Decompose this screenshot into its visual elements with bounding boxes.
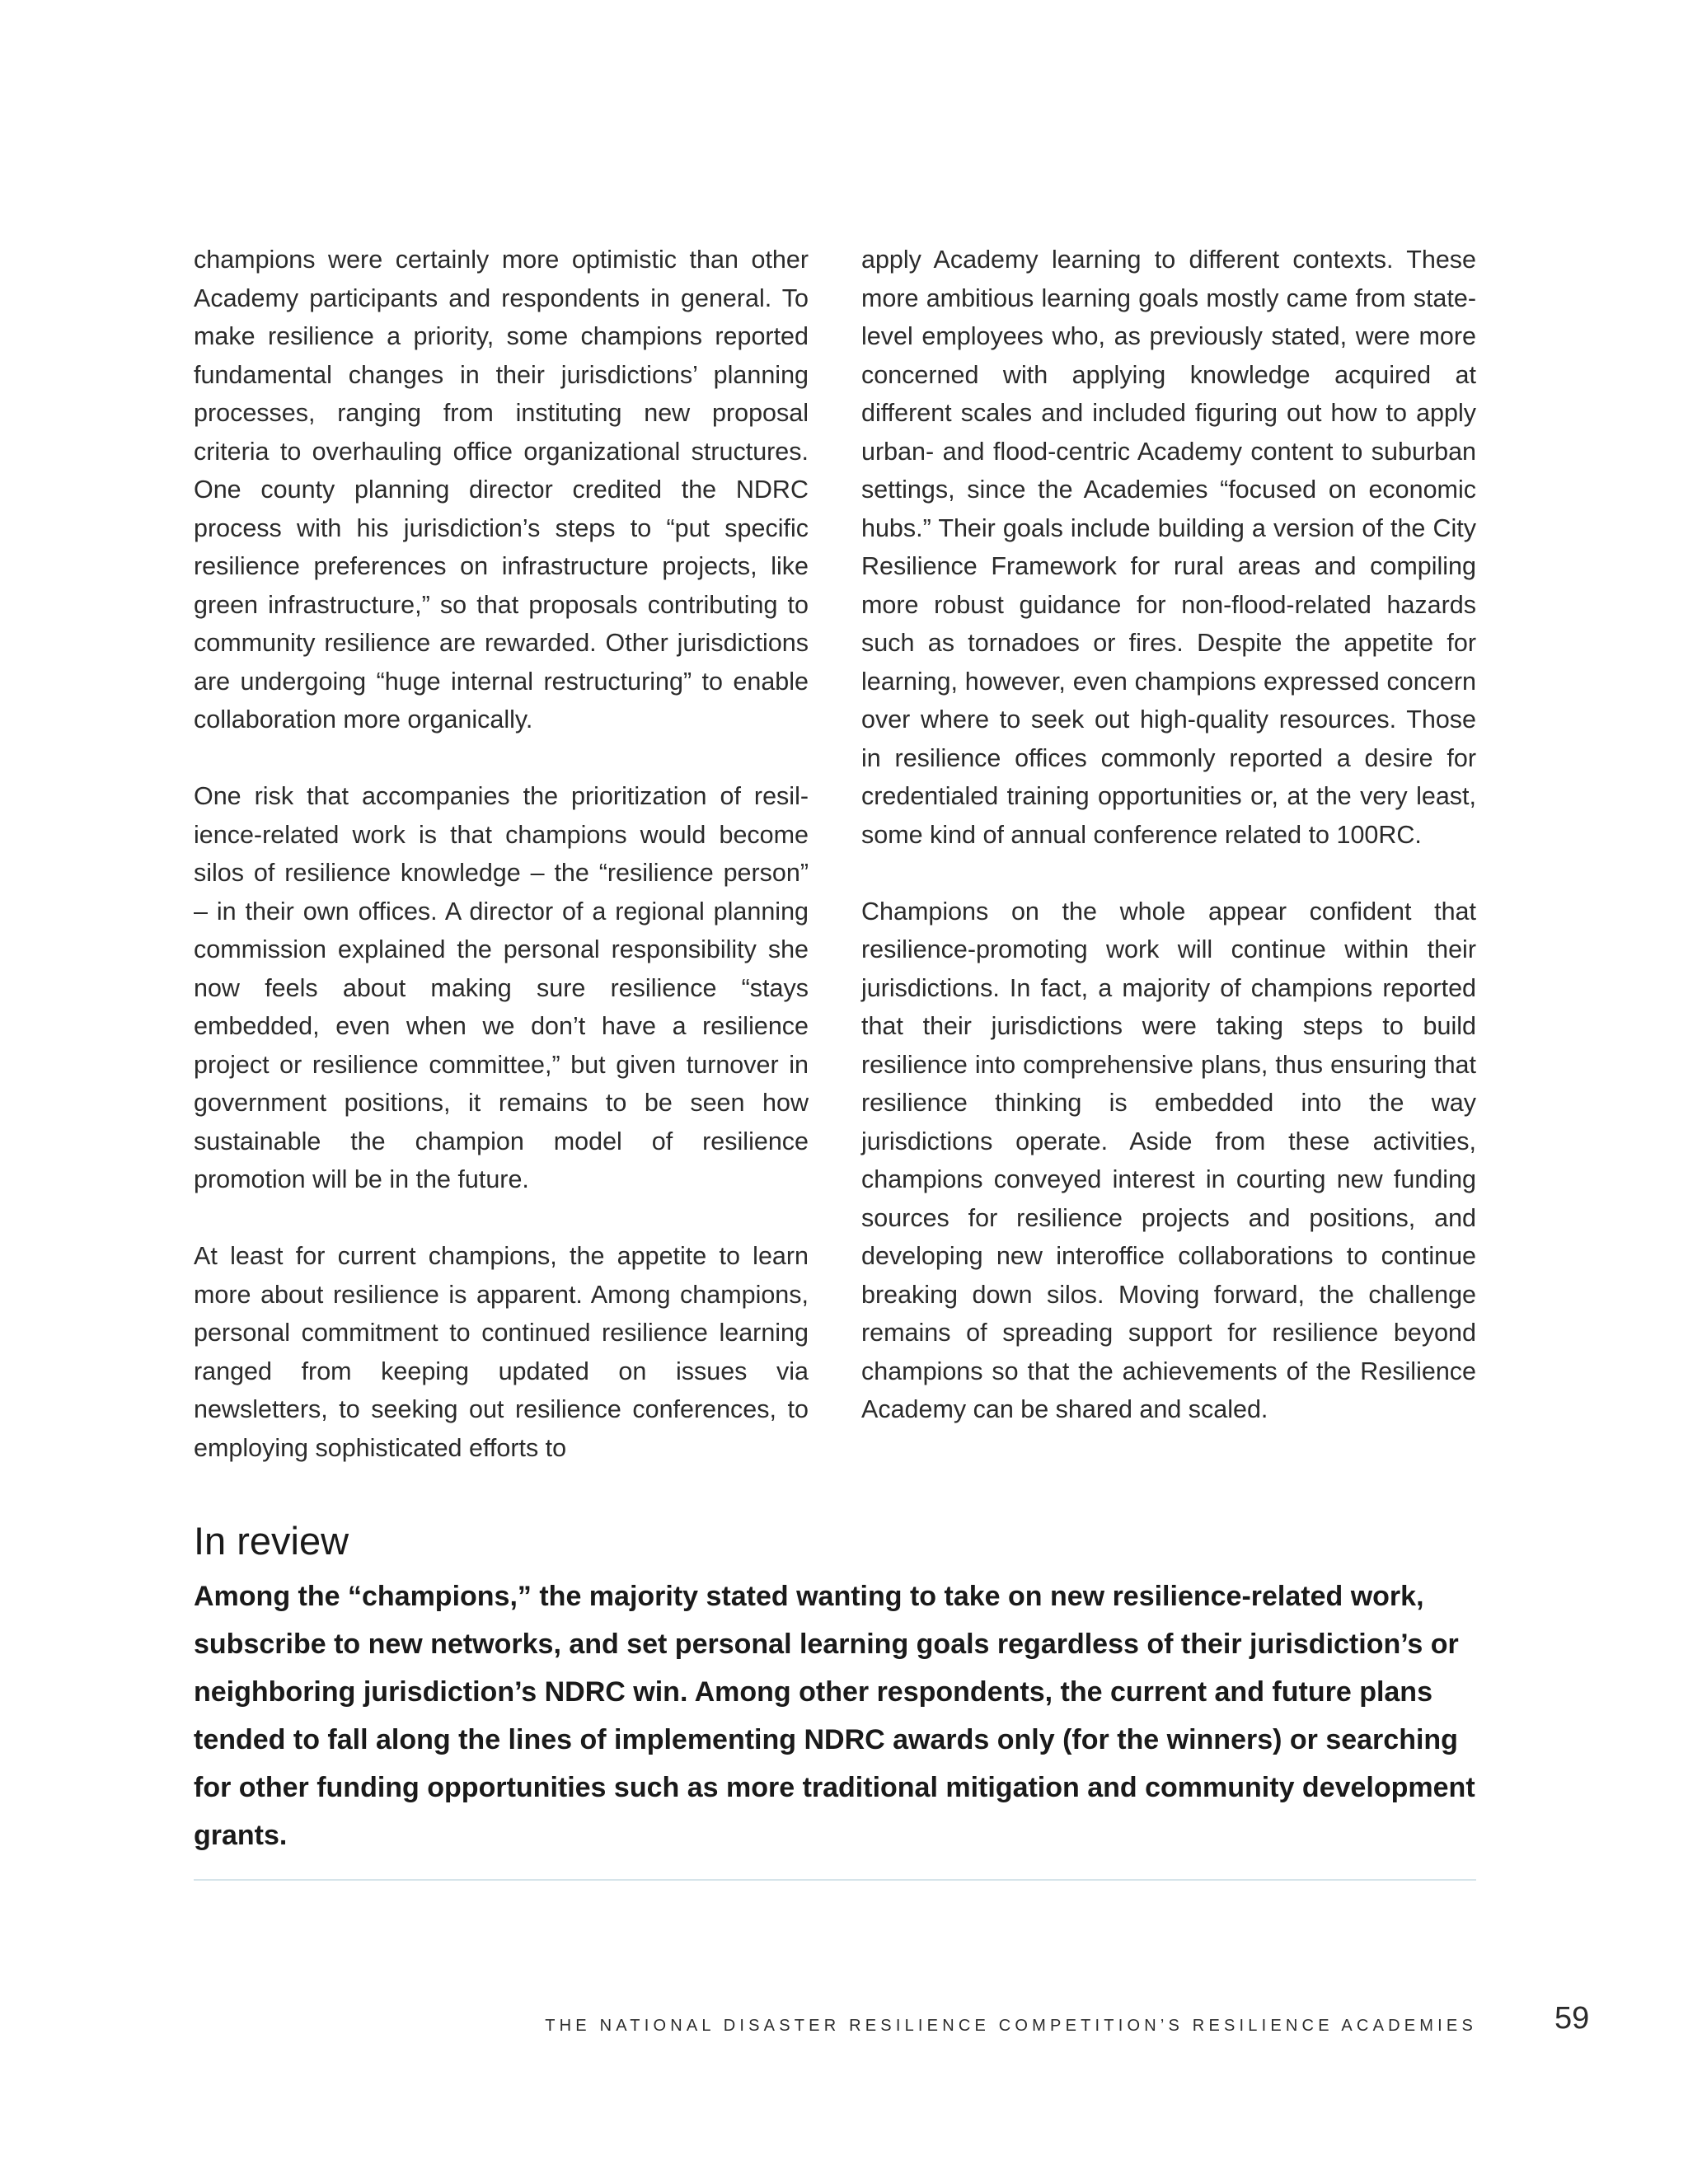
left-text-column (194, 241, 809, 1467)
body-paragraph: At least for current champions, the appetite to learn more about resilience is apparent. Among champions, personal commitment to continued resilience learning ranged from keeping updated on issues via newsletters, to seeking out resilience conferences, to employing sophisticated efforts to (194, 1242, 809, 1462)
section-divider (194, 1879, 1476, 1881)
right-text-column (861, 241, 1476, 1429)
body-paragraph: champions were certainly more optimistic than other Academy participants and respondents in general. To make resilience a priority, some champions reported fundamental changes in their jurisdictions’ planning processes, ranging from instituting new proposal criteria to overhauling office organizational structures. One county planning director credited the NDRC process with his jurisdiction’s steps to “put specific resilience preferences on infrastructure projects, like green infrastructure,” so that proposals contributing to community resilience are rewarded. Other jurisdictions are undergoing “huge internal restructuring” to enable collaboration more organically. (194, 246, 809, 733)
in-review-summary: Among the “champions,” the majority stated wanting to take on new resilience-related work, subscribe to new networks, and set personal learning goals regardless of their jurisdiction’s or neighboring jurisdiction’s NDRC win. Among other respondents, the current and future plans tended to fall along the lines of implementing NDRC awards only (for the winners) or searching for other funding opportunities such as more traditional mitigation and community development grants. (194, 1581, 1475, 1851)
in-review-heading: In review (194, 1519, 349, 1563)
body-paragraph: apply Academy learning to different contexts. These more ambitious learning goals mostly came from state-level employees who, as previously stated, were more concerned with applying knowledge acquired at different scales and included figuring out how to apply urban- and flood-centric Academy content to suburban settings, since the Academies “focused on economic hubs.” Their goals include building a version of the City Resilience Framework for rural areas and compiling more robust guidance for non-flood-related hazards such as tornadoes or fires. Despite the appetite for learning, however, even champions expressed concern over where to seek out high-quality resources. Those in resilience offices commonly reported a desire for credentialed training opportunities or, at the very least, some kind of annual conference related to 100RC. (861, 246, 1476, 849)
body-paragraph: One risk that accompanies the prioritization of resil-ience-related work is that champions would become silos of resilience knowledge – the “resilience person” – in their own offices. A director of a regional planning commission explained the personal responsibility she now feels about making sure resilience “stays embedded, even when we don’t have a resilience project or resilience committee,” but given turnover in government positions, it remains to be seen how sustainable the champion model of resilience promotion will be in the future. (194, 782, 809, 1193)
body-paragraph: Champions on the whole appear confident that resilience-promoting work will continue within their jurisdictions. In fact, a majority of champions reported that their jurisdictions were taking steps to build resilience into comprehensive plans, thus ensuring that resilience thinking is embedded into the way jurisdictions operate. Aside from these activities, champions conveyed interest in courting new funding sources for resilience projects and positions, and developing new interoffice collaborations to continue breaking down silos. Moving forward, the challenge remains of spreading support for resilience beyond champions so that the achievements of the Resilience Academy can be shared and scaled. (861, 897, 1476, 1423)
page-number: 59 (1554, 2001, 1590, 2036)
running-footer-title: THE NATIONAL DISASTER RESILIENCE COMPETITION’S RESILIENCE ACADEMIES (545, 2017, 1477, 2035)
